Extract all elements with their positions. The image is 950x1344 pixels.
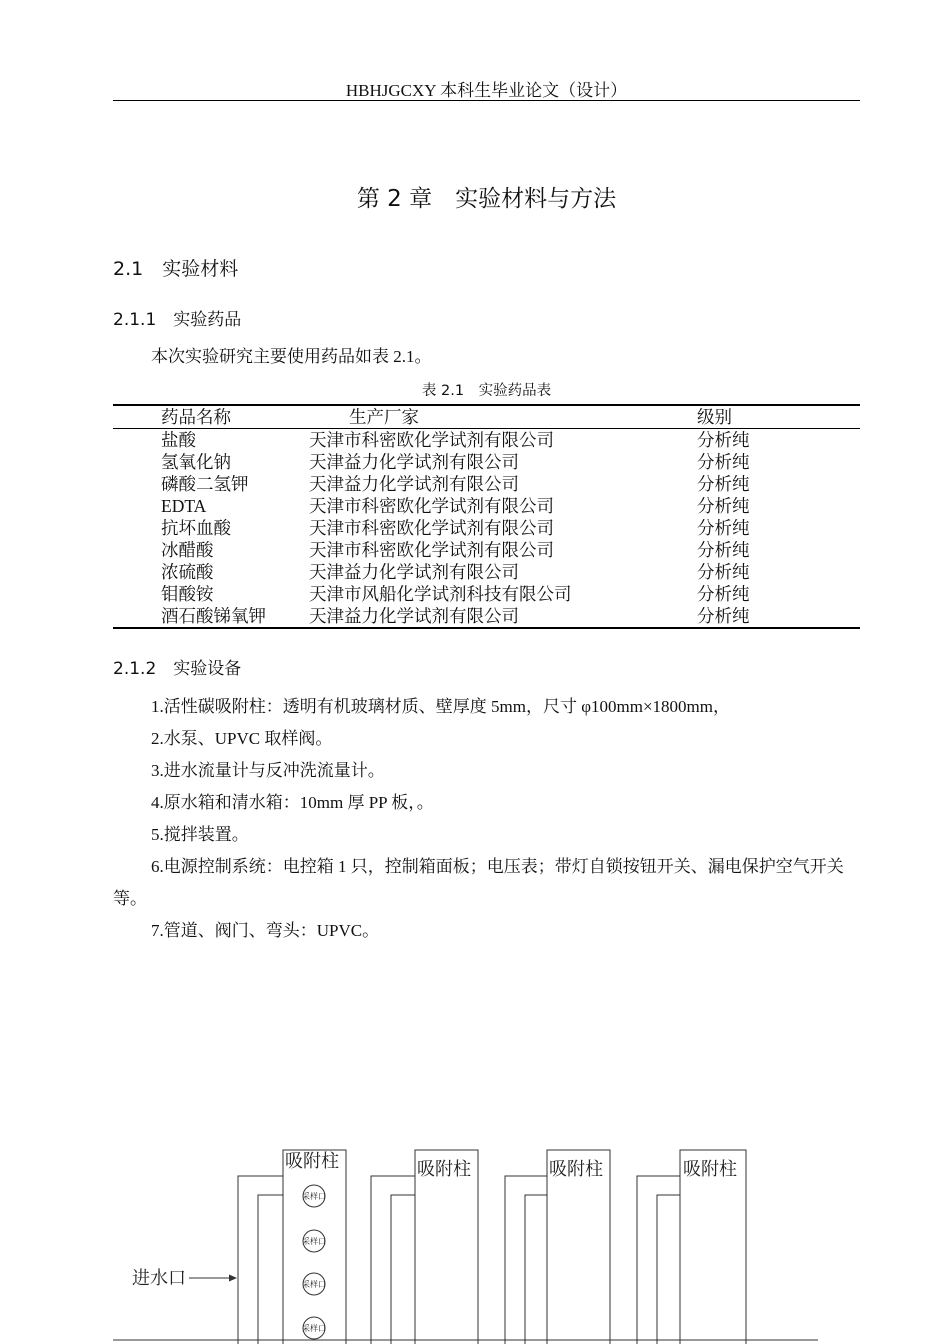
equipment-item: 7.管道、阀门、弯头：UPVC。	[151, 921, 380, 940]
drug-maker: 天津市科密欧化学试剂有限公司	[309, 430, 554, 450]
column-header-name: 药品名称	[113, 405, 309, 429]
drug-name: 磷酸二氢钾	[161, 474, 249, 494]
drug-maker: 天津市科密欧化学试剂有限公司	[309, 496, 554, 516]
column-header-maker: 生产厂家	[309, 405, 697, 429]
section-2-1-title: 2.1 实验材料	[113, 258, 239, 280]
header-rule	[113, 100, 860, 101]
drug-name: EDTA	[161, 496, 207, 516]
table-row	[113, 429, 860, 452]
drug-name: 浓硫酸	[161, 562, 214, 582]
drug-maker: 天津市科密欧化学试剂有限公司	[309, 540, 554, 560]
table-row	[113, 451, 860, 473]
drug-name: 钼酸铵	[161, 584, 214, 604]
page-header: HBHJGCXY 本科生毕业论文（设计）	[345, 81, 628, 100]
drug-grade: 分析纯	[697, 474, 750, 494]
table-row	[113, 605, 860, 628]
intro-paragraph: 本次实验研究主要使用药品如表 2.1。	[151, 347, 432, 366]
drug-grade: 分析纯	[697, 606, 750, 626]
drug-grade: 分析纯	[697, 562, 750, 582]
equipment-item: 1.活性碳吸附柱：透明有机玻璃材质、壁厚度 5mm，尺寸 φ100mm×1800mm，	[151, 697, 730, 716]
section-2-1-1-title: 2.1.1 实验药品	[113, 310, 242, 330]
port-label: 采样口	[302, 1192, 326, 1201]
section-2-1-2-title: 2.1.2 实验设备	[113, 659, 242, 679]
drug-grade: 分析纯	[697, 430, 750, 450]
drug-maker: 天津市科密欧化学试剂有限公司	[309, 518, 554, 538]
adsorption-column	[415, 1150, 478, 1344]
drug-name: 氢氧化钠	[161, 452, 231, 472]
drug-maker: 天津益力化学试剂有限公司	[309, 606, 519, 626]
drug-grade: 分析纯	[697, 518, 750, 538]
drug-name: 酒石酸锑氧钾	[161, 606, 266, 626]
equipment-item: 6.电源控制系统：电控箱 1 只，控制箱面板；电压表；带灯自锁按钮开关、漏电保护空气开关等。	[113, 857, 844, 908]
drug-name: 抗坏血酸	[161, 518, 231, 538]
adsorption-column	[680, 1150, 746, 1344]
table-row	[113, 561, 860, 583]
drug-maker: 天津益力化学试剂有限公司	[309, 474, 519, 494]
adsorption-column-diagram	[113, 1140, 833, 1344]
drug-table	[113, 404, 860, 629]
adsorption-column	[283, 1150, 346, 1344]
drug-grade: 分析纯	[697, 452, 750, 472]
table-row	[113, 517, 860, 539]
equipment-item: 4.原水箱和清水箱：10mm 厚 PP 板，。	[151, 793, 434, 812]
drug-maker: 天津益力化学试剂有限公司	[309, 562, 519, 582]
column-label: 吸附柱	[683, 1159, 737, 1179]
inlet-label: 进水口	[132, 1268, 186, 1288]
column-header-grade: 级别	[697, 405, 860, 429]
table-row	[113, 583, 860, 605]
port-label: 采样口	[302, 1237, 326, 1246]
drug-name: 冰醋酸	[161, 540, 214, 560]
drug-maker: 天津市风船化学试剂科技有限公司	[309, 584, 572, 604]
drug-grade: 分析纯	[697, 584, 750, 604]
equipment-item: 5.搅拌装置。	[151, 825, 249, 844]
port-label: 采样口	[302, 1324, 326, 1333]
table-row	[113, 539, 860, 561]
table-caption: 表 2.1 实验药品表	[421, 383, 552, 399]
column-label: 吸附柱	[549, 1159, 603, 1179]
adsorption-column	[547, 1150, 610, 1344]
equipment-item: 3.进水流量计与反冲洗流量计。	[151, 761, 385, 780]
port-label: 采样口	[302, 1280, 326, 1289]
table-row	[113, 495, 860, 517]
drug-maker: 天津益力化学试剂有限公司	[309, 452, 519, 472]
column-label: 吸附柱	[285, 1151, 339, 1171]
inlet-arrow-icon	[229, 1275, 237, 1282]
chapter-title: 第 2 章 实验材料与方法	[356, 186, 617, 212]
drug-name: 盐酸	[161, 430, 196, 450]
column-label: 吸附柱	[417, 1159, 471, 1179]
drug-grade: 分析纯	[697, 496, 750, 516]
table-header-row	[113, 405, 860, 429]
drug-grade: 分析纯	[697, 540, 750, 560]
table-row	[113, 473, 860, 495]
equipment-item: 2.水泵、UPVC 取样阀。	[151, 729, 333, 748]
